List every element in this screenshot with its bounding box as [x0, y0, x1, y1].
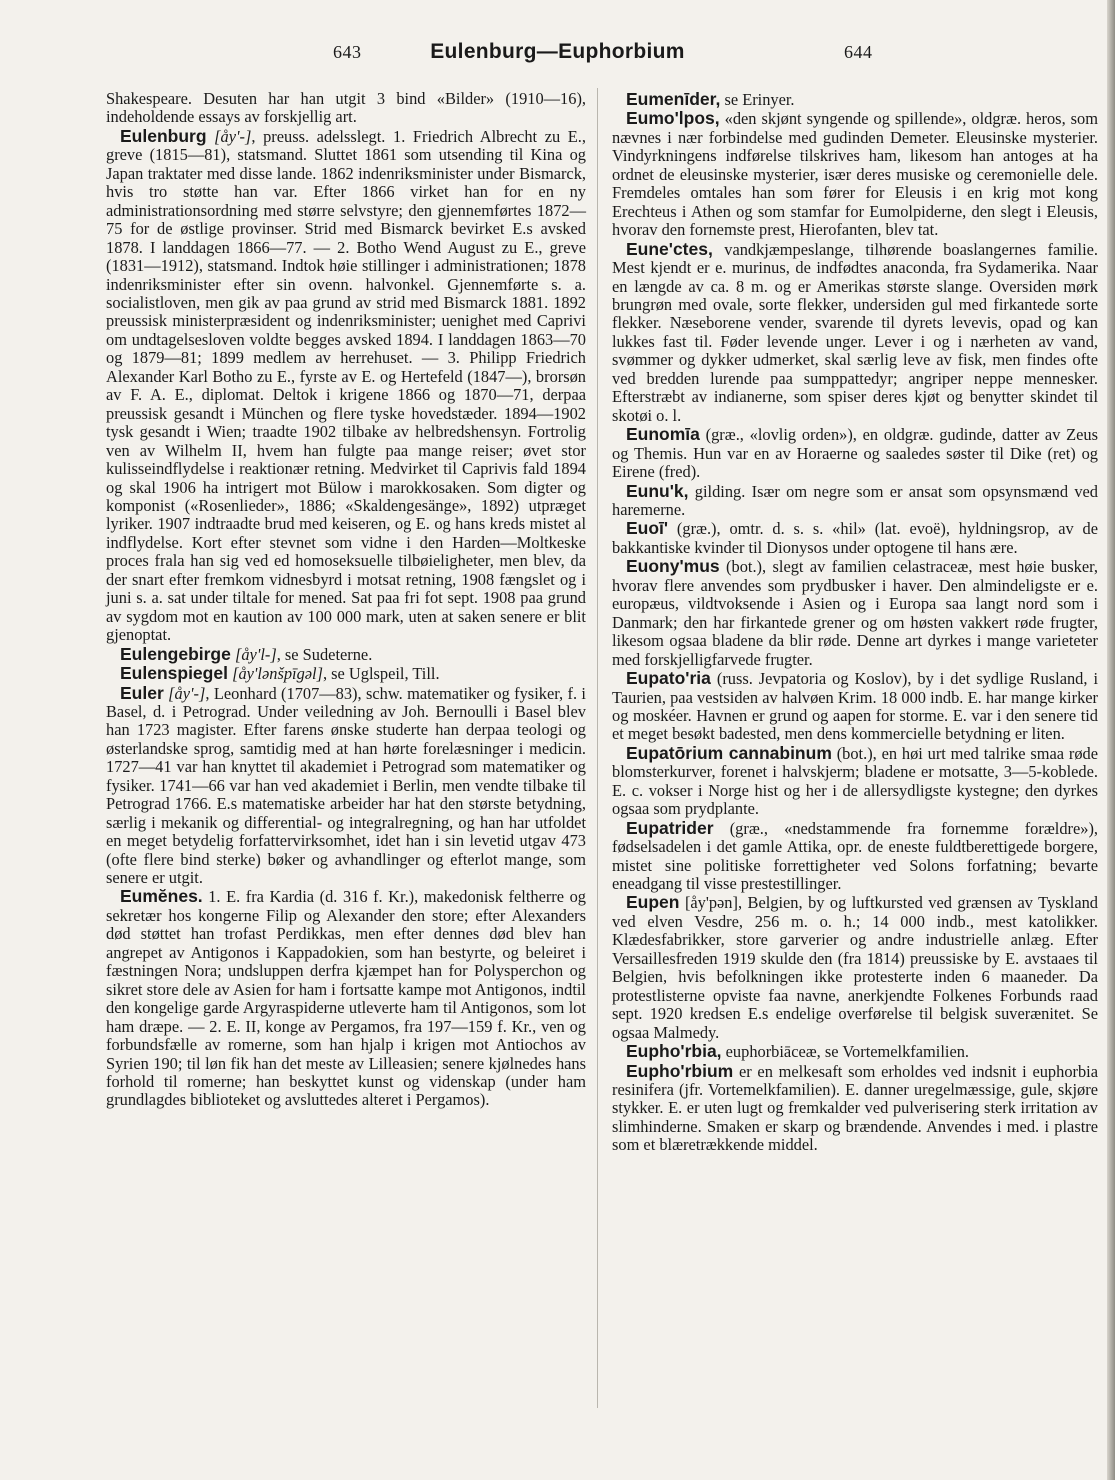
entry-euphorbia — [612, 1042, 1098, 1061]
entry-eunuk — [612, 482, 1098, 520]
entry-eulenburg — [106, 127, 586, 645]
headword: Eune'ctes, — [626, 238, 713, 259]
headword: Eulenspiegel — [120, 663, 228, 684]
entry-text: , se Uglspeil, Till. — [322, 664, 440, 684]
headword: Eupatrider — [626, 817, 714, 838]
page-number-left: 643 — [333, 42, 362, 62]
entry-eulenspiegel — [106, 664, 586, 683]
headword: Eupato'ria — [626, 668, 711, 689]
entry-eulengebirge — [106, 645, 586, 664]
headword: Euoī' — [626, 518, 669, 539]
headword: Euony'mus — [626, 556, 720, 577]
entry-text: (bot.), en høi urt med talrike smaa røde blomsterkurver, forenet i halvskjerm; bladene er motsatte, 3—5-koblede. E. c. vokser i Norge hist og her i de allersydligste kystegne; den dyrkes ogsaa som prydplante. — [612, 743, 1098, 819]
entry-text: , Leonhard (1707—83), schw. matematiker og fysiker, f. i Basel, d. i Petrograd. Under veiledning av Joh. Bernoulli i Basel blev han 1723 magister. Efter farens ønske studerte han derpaa teologi og østerlandske sprog, samtidig med at han hørte forelæsninger i medicin. 1727—41 var han knyttet til akademiet i Petrograd som matematiker og fysiker. 1741—66 var han ved akademiet i Berlin, men vendte tilbake til Petrograd 1766. E.s matematiske arbeider har hat den største betydning, særlig i mekanik og differential- og integralregning, og han har utfoldet en meget betydelig forfattervirksomhet, idet han i sin levetid utgav 473 (ofte flere bind sterke) bøker og avhandlinger og efterlot mange, som senere er utgit. — [106, 683, 586, 888]
entry-eupatorium — [612, 744, 1098, 819]
headword: Eupatōrium cannabinum — [626, 742, 832, 763]
entry-euonymus — [612, 557, 1098, 669]
entry-paragraph: Shakespeare. Desuten har han utgit 3 bind «Bilder» (1910—16), indeholdende essays av forskjellig art. — [106, 89, 586, 127]
headword: Eupho'rbium — [626, 1060, 734, 1081]
entry-eupatrider — [612, 819, 1098, 894]
headword: Eupho'rbia, — [626, 1041, 722, 1062]
headword: Eumenīder, — [626, 89, 721, 109]
entry-text: (russ. Jevpatoria og Koslov), by i det sydlige Rusland, i Taurien, paa vestsiden av halvøen Krim. 18 000 indb. E. har mange kirker og moskéer. Havnen er grund og aapen for storme. E. var i den senere tid et meget besøkt badested, men dens kommercielle betydning er liten. — [612, 669, 1098, 744]
entry-text: (græ., «lovlig orden»), en oldgræ. gudinde, datter av Zeus og Themis. Hun var en av Horaerne og saaledes søster til Dike (ret) og Eirene (fred). — [612, 425, 1098, 482]
pronunciation: [åy'-] — [168, 683, 206, 703]
entry-text: , se Sudeterne. — [276, 644, 373, 664]
entry-eupatoria — [612, 669, 1098, 744]
page-number-right: 644 — [844, 42, 873, 62]
column-divider — [597, 88, 598, 1408]
entry-text: [åy'pən], Belgien, by og luftkursted ved grænsen av Tyskland ved elven Vesdre, 256 m. o. h.; 14 000 indb., mest katolikker. Klædesfabrikker, store garverier og andre industrielle anlæg. Efter Versaillesfreden 1919 skulde den (fra 1814) preussiske by E. avstaaes til Belgien, hvis befolkningen ikke protesterte inden 6 maaneder. Da protestlisterne opviste faa navne, anerkjendte Folkenes Forbunds raad sept. 1920 kredsen E.s endelige overførelse til belgisk suverænitet. Se ogsaa Malmedy. — [612, 893, 1098, 1042]
entry-eunectes — [612, 240, 1098, 426]
entry-euler — [106, 684, 586, 888]
entry-eupen — [612, 893, 1098, 1042]
entry-text: 1. E. fra Kardia (d. 316 f. Kr.), makedonisk feltherre og sekretær hos kongerne Filip og Alexander den store; efter Alexanders død støttet han trofast Perdikkas, men efter dennes død blev han angrepet av Antigonos i Kappadokien, som han bestyrte, og beleiret i fæstningen Nora; undsluppen derfra kjæmpet han for Polysperchon og sikret store dele av Asien for ham i fortsatte kampe mot Antigonos, indtil den kongelige garde Argyraspiderne utleverte ham til Antigonos, som lot ham dræpe. — 2. E. II, konge av Pergamos, fra 197—159 f. Kr., ven og forbundsfælle av romerne, som han hjalp i krigen mot Antiochos av Syrien 190; til løn fik han det meste av Lilleasien; senere kjølnedes hans forhold til romerne; han beskyttet kunst og videnskap (under ham grundlagdes biblioteket og avsluttedes alteret i Pergamos). — [106, 887, 586, 1110]
entry-eumenes — [106, 887, 586, 1109]
entry-text: er en melkesaft som erholdes ved indsnit i euphorbia resinifera (jfr. Vortemelkfamilien). E. danner uregelmæssige, gule, skjøre stykker. E. er uten lugt og fremkalder ved pulverisering sterk irritation av slimhinderne. Smaken er skarp og brændende. Anvendes i med. i plastre som et blæretrækkende middel. — [612, 1061, 1098, 1155]
headword: Eunu'k, — [626, 480, 689, 501]
page-header — [0, 40, 1115, 70]
page-edge — [1107, 0, 1115, 1480]
entry-text: «den skjønt syngende og spillende», oldgræ. heros, som nævnes i nær forbindelse med gudinden Demeter. Eleusinske mysterier. Vindyrkningens indførelse tilskrives ham, likesom han antoges at ha ordnet de eleusinske mysterier, især deres musiske og ceremonielle dele. Fremdeles omtales han som fører for Eleusis i en krig mot kong Erechteus i Athen og som stamfar for Eumolpiderne, den slegt i Eleusis, hvorav den fornemste prest, Hierofanten, blev tat. — [612, 109, 1098, 240]
headword: Eumĕnes. — [120, 886, 203, 907]
pronunciation: [åy'lənšpīgəl] — [232, 664, 323, 684]
entry-text: se Erinyer. — [720, 90, 795, 109]
entry-text: (græ.), omtr. d. s. s. «hil» (lat. evoë), hyldningsrop, av de bakkantiske kvinder til Dionysos under optogene til hans ære. — [612, 519, 1098, 557]
entry-euoi — [612, 519, 1098, 557]
entry-text: (bot.), slegt av familien celastraceæ, mest høie busker, hvorav flere anvendes som prydbusker i haver. Den almindeligste er e. europæus, vildtvoksende i Asien og i Europa saa langt nord som i Danmark; den har firkantede grener og om høsten vakkert røde frugter, likesom ogsaa bladene da blir røde. Denne art dyrkes i mange varieteter med forskjelligfarvede frugter. — [612, 557, 1098, 669]
headword: Eulenburg — [120, 125, 207, 146]
entry-eumolpos — [612, 109, 1098, 239]
headword: Eupen — [626, 892, 680, 913]
entry-text: euphorbiāceæ, se Vortemelkfamilien. — [721, 1042, 970, 1062]
headword: Eunomīa — [626, 424, 700, 445]
entry-eumenider — [612, 90, 1098, 109]
headword: Euler — [120, 682, 164, 703]
headword: Eumo'lpos, — [626, 108, 720, 129]
entry-eunomia — [612, 425, 1098, 481]
entry-euphorbium — [612, 1062, 1098, 1155]
right-column — [612, 90, 1098, 1155]
pronunciation: [åy'-] — [214, 126, 252, 146]
running-title: Eulenburg—Euphorbium — [430, 40, 685, 63]
entry-text: (græ., «nedstammende fra fornemme forældre»), fødselsadelen i det gamle Attika, opr. de eneste fuldtberettigede borgere, mistet sine politiske forrettigheter ved Solons forfatning; bevarte eneadgang til visse prestestillinger. — [612, 818, 1098, 894]
pronunciation: [åy'l-] — [234, 644, 277, 664]
left-column — [106, 90, 586, 1110]
entry-text: vandkjæmpeslange, tilhørende boaslangernes familie. Mest kjendt er e. murinus, de indfødtes anaconda, fra Sydamerika. Naar en længde av ca. 8 m. og er Amerikas største slange. Oversiden mørk brungrøn med ovale, sorte flekker, undersiden gul med firkantede sorte flekker. Næseborene vender, svarende til dyrets levevis, opad og kan lukkes fast til. Føder levende unger. Lever i og i nærheten av vand, svømmer og dykker udmerket, skal særlig leve av fisk, men findes ofte ved bredden lurende paa sumppattedyr; angriper neppe mennesker. Efterstræbt av indianerne, som spiser deres kjøt og benytter skindet til skotøi o. l. — [612, 239, 1098, 425]
headword: Eulengebirge — [120, 643, 231, 664]
entry-text: gilding. Især om negre som er ansat som opsynsmænd ved haremerne. — [612, 481, 1098, 519]
entry-text: , preuss. adelsslegt. 1. Friedrich Albrecht zu E., greve (1815—81), statsmand. Sluttet 1861 som utsending til Kina og Japan traktater med disse lande. 1862 indenriksminister under Bismarck, hvis tro støtte han var. Efter 1866 virket han for en ny administrationsordning med større selvstyre; den gjennemførtes 1872—75 for de østlige provinser. Strid med Bismarck bevirket E.s avsked 1878. I landdagen 1866—77. — 2. Botho Wend August zu E., greve (1831—1912), statsmand. Indtok høie stillinger i administrationen; 1878 indenriksminister efter sin ovenn. halvonkel. Gjennemførte s. a. socialistloven, men gik av paa grund av strid med Bismarck 1881. 1892 preussisk ministerpræsident og indenriksminister; uenighet med Caprivi om undtagelsesloven voldte begges avsked 1894. I landdagen 1863—70 og 1879—81; 1899 medlem av herrehuset. — 3. Philipp Friedrich Alexander Karl Botho zu E., fyrste av E. og Hertefeld (1847—), brorsøn av F. A. E., diplomat. Deltok i krigene 1866 og 1870—71, derpaa preussisk gesandt i München og flere tyske hovedstæder. 1894—1902 tysk gesandt i Wien; traadte 1902 tilbake av helbredshensyn. Fortrolig ven av Wilhelm II, hvem han fulgte paa mange reiser; øvet stor kulisseindflydelse i reaktionær retning. Medvirket til Caprivis fald 1894 og skal 1906 ha intrigert mot Bülow i marokkosaken. Som digter og komponist («Rosenlieder», 1886; «Skaldengesänge», 1892) utpræget lyriker. 1907 indtraadte brud med keiseren, og E. og hans kreds mistet al indflydelse. Kort efter stevnet som vidne i den Harden—Moltkeske proces frala han sig ved ed homoseksuelle tilbøieligheter, men blev, da der snart efter fremkom vidnesbyrd i motsat retning, 1908 fængslet og i juni s. a. sat under tiltale for mened. Sat paa fri fot sept. 1908 paa grund av sygdom mot en kaution av 100 000 mark, uten at saken senere er blit gjenoptat. — [106, 126, 586, 645]
